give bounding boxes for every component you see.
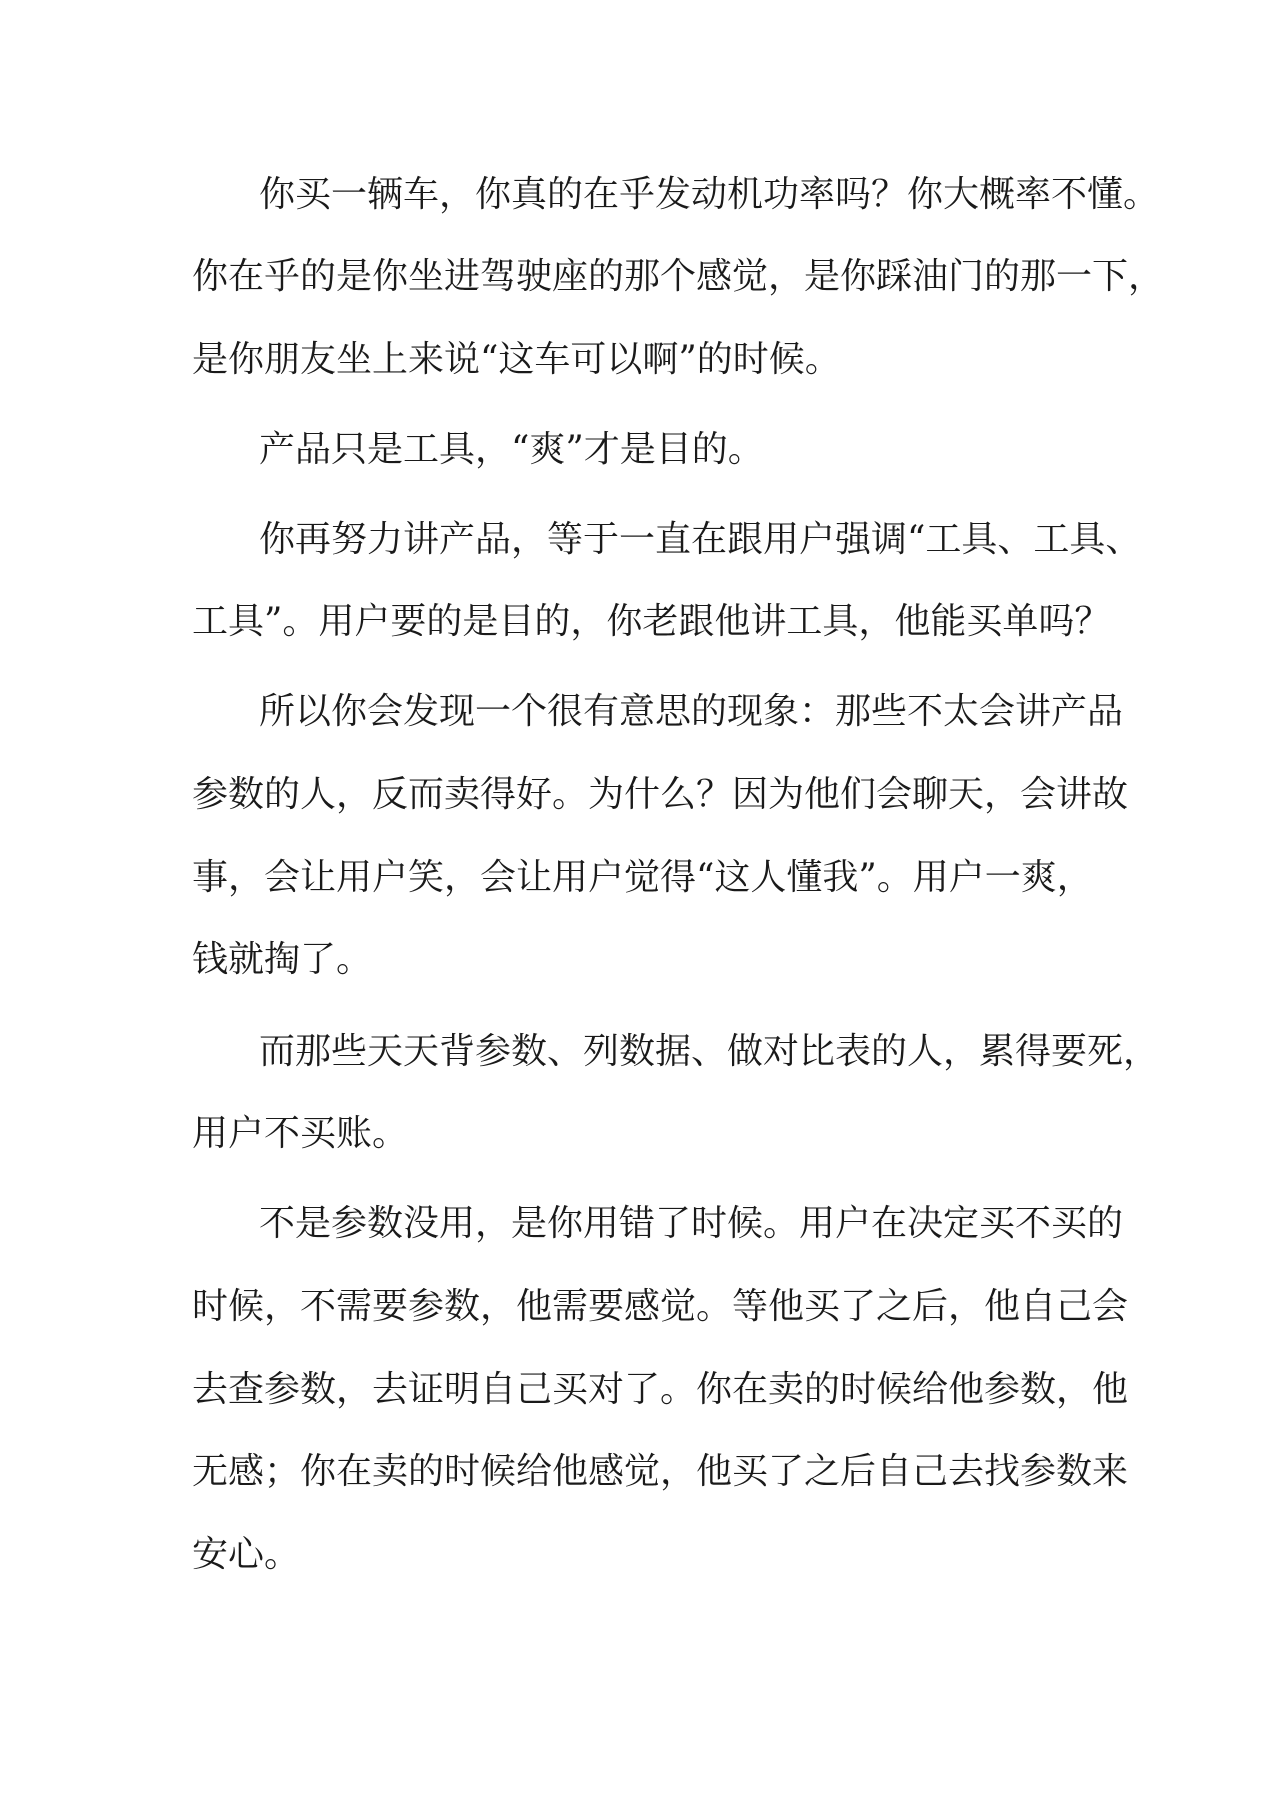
text-line: 你买一辆车，你真的在乎发动机功率吗？你大概率不懂。: [259, 174, 1160, 215]
text-line: 你在乎的是你坐进驾驶座的那个感觉，是你踩油门的那一下，: [192, 256, 1165, 297]
text-line: 产品只是工具，“爽”才是目的。: [259, 429, 764, 470]
text-line: 你再努力讲产品，等于一直在跟用户强调“工具、工具、: [259, 519, 1142, 560]
text-line: 事，会让用户笑，会让用户觉得“这人懂我”。用户一爽，: [192, 857, 1093, 898]
text-line: 时候，不需要参数，他需要感觉。等他买了之后，他自己会: [192, 1286, 1129, 1327]
text-line: 工具”。用户要的是目的，你老跟他讲工具，他能买单吗？: [192, 601, 1111, 642]
text-line: 钱就掏了。: [192, 939, 373, 980]
text-line: 无感；你在卖的时候给他感觉，他买了之后自己去找参数来: [192, 1451, 1129, 1492]
text-line: 所以你会发现一个很有意思的现象：那些不太会讲产品: [259, 691, 1124, 732]
text-line: 参数的人，反而卖得好。为什么？因为他们会聊天，会讲故: [192, 774, 1129, 815]
text-line: 去查参数，去证明自己买对了。你在卖的时候给他参数，他: [192, 1369, 1129, 1410]
text-line: 安心。: [192, 1534, 301, 1575]
text-line: 不是参数没用，是你用错了时候。用户在决定买不买的: [259, 1203, 1124, 1244]
text-line: 用户不买账。: [192, 1113, 409, 1154]
text-line: 而那些天天背参数、列数据、做对比表的人，累得要死，: [259, 1031, 1160, 1072]
text-line: 是你朋友坐上来说“这车可以啊”的时候。: [192, 339, 841, 380]
